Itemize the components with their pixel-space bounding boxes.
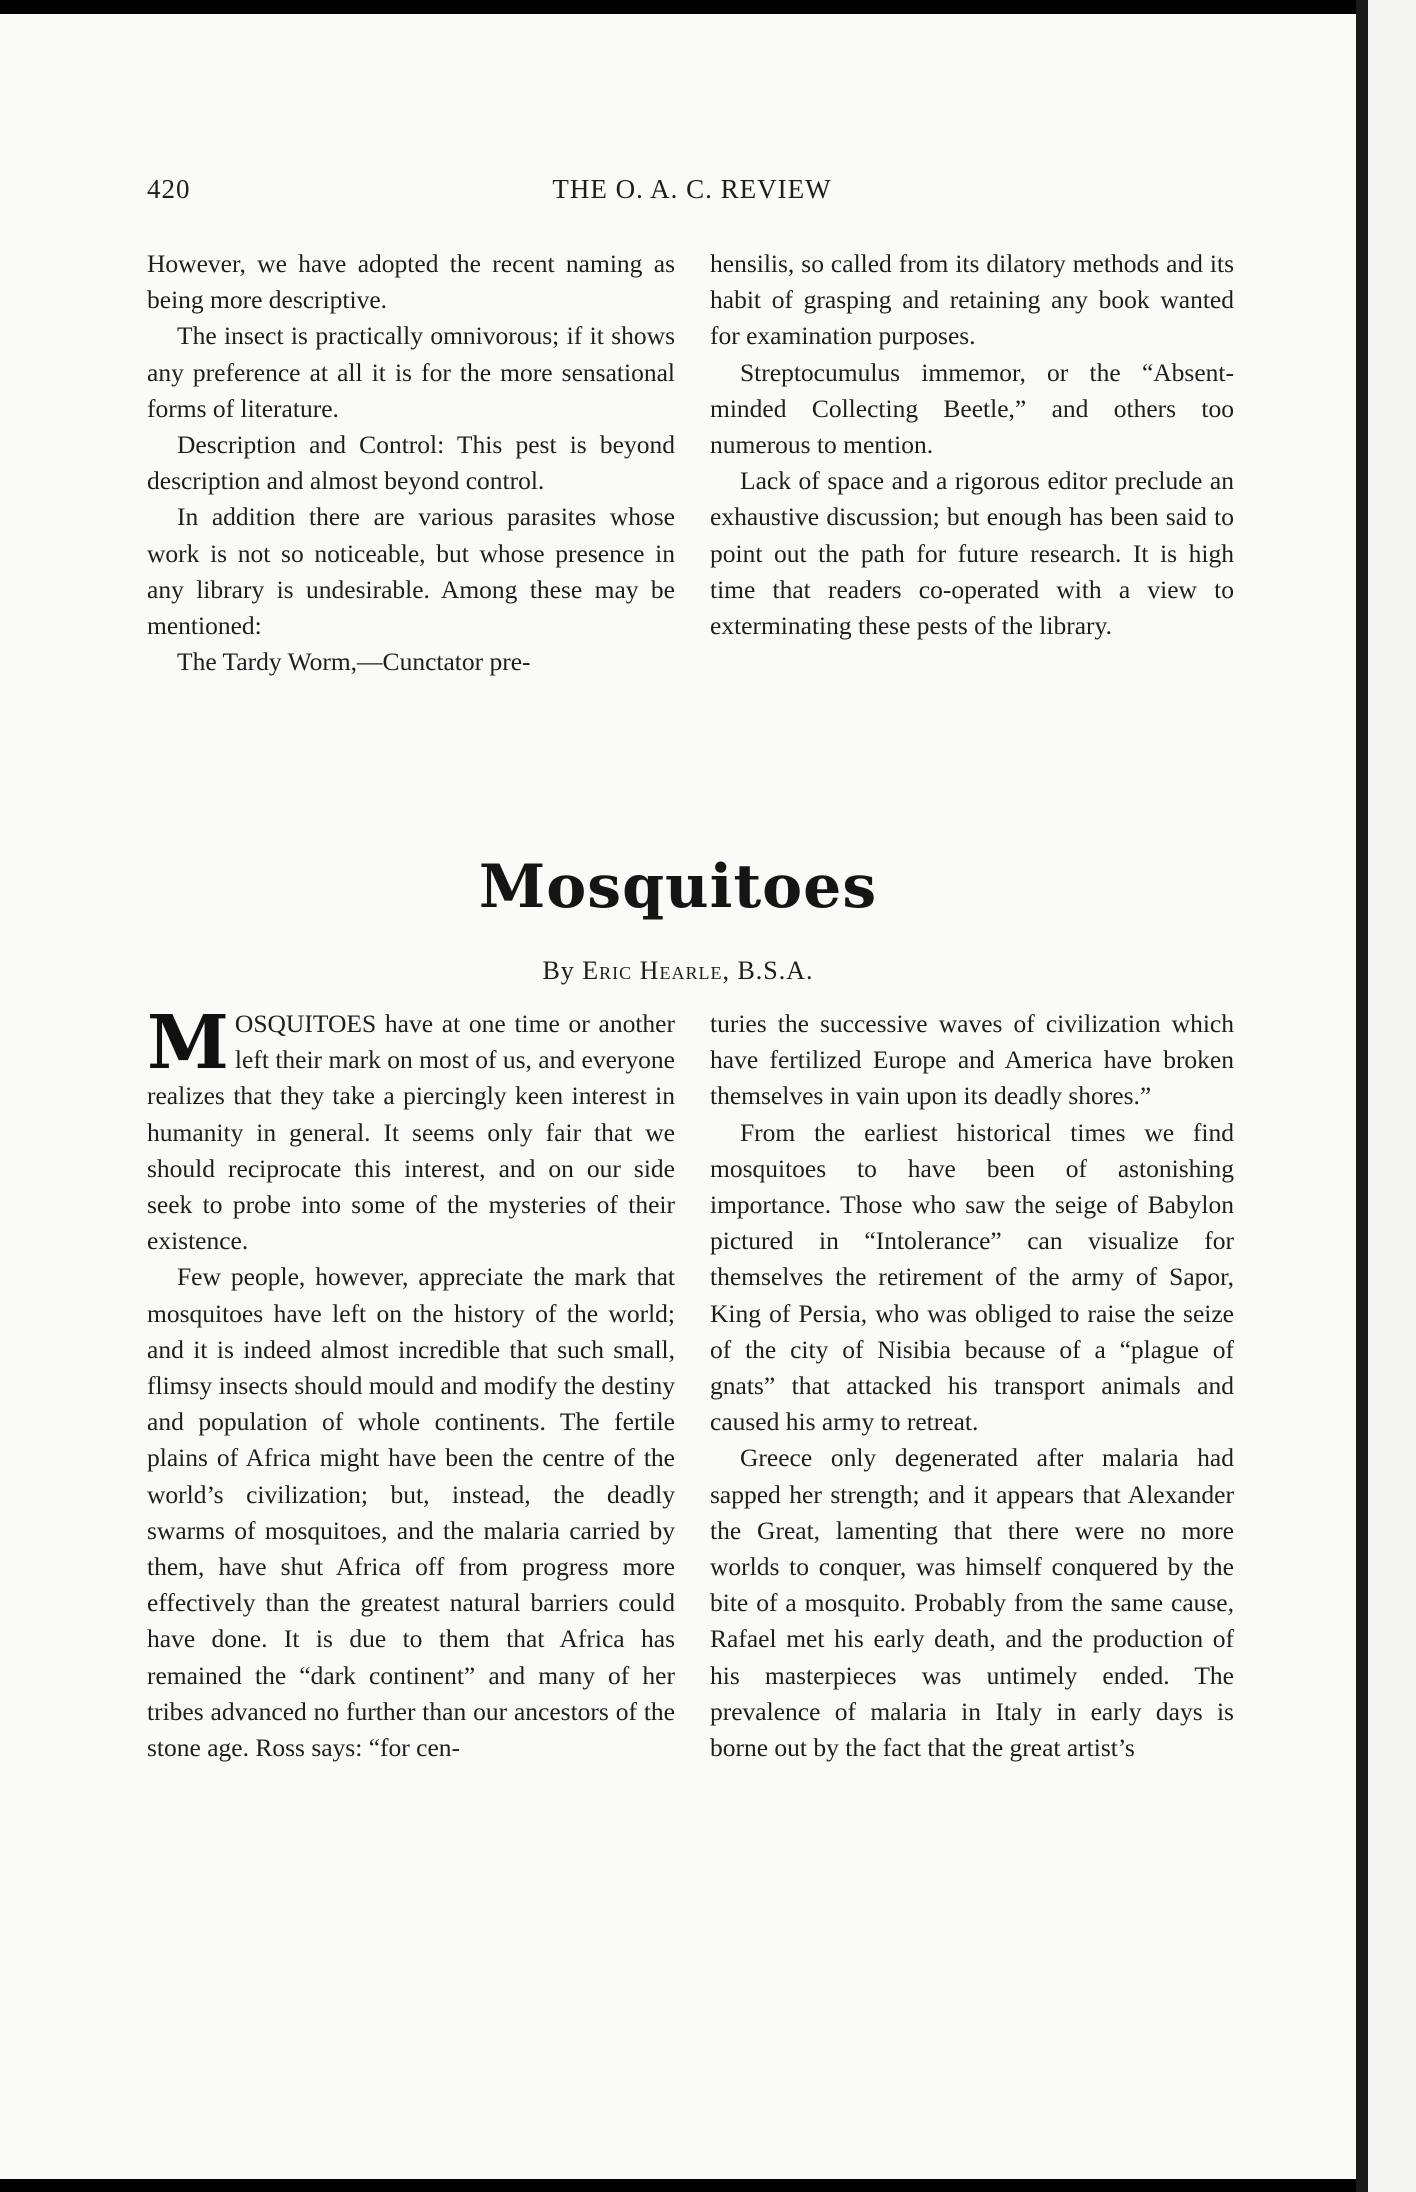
paragraph: turies the successive waves of civilization which have fertilized Europe and America have broken themselves in vain upon its deadly shores.” [710,1009,1234,1111]
paragraph: Description and Control: This pest is beyond description and almost beyond control. [147,430,675,496]
paragraph: The insect is practically omnivorous; if it shows any preference at all it is for the more sensational forms of literature. [147,321,675,423]
paragraph: Greece only degenerated after malaria had sapped her strength; and it appears that Alexander the Great, lamenting that there were no more worlds to conquer, was himself conquered by the bite of a mosquito. Probably from the same cause, Rafael met his early death, and the production of his masterpieces was untimely ended. The prevalence of malaria in Italy in early days is borne out by the fact that the great artist’s [710,1443,1234,1763]
adjacent-page-edge [1356,0,1416,2192]
byline [0,956,1356,986]
paragraph: Streptocumulus immemor, or the “Absent-minded Collecting Beetle,” and others too numerous to mention. [710,357,1234,460]
opening-paragraph [147,1000,675,1259]
author-name: Eric Hearle, B.S.A. [582,956,814,985]
article-title: Mosquitoes [478,852,878,922]
article-left-column [147,1000,675,1766]
paragraph: In addition there are various parasites whose work is not so noticeable, but whose presence in any library is undesirable. Among these may be mentioned: [147,502,675,641]
paragraph: Lack of space and a rigorous editor preclude an exhaustive discussion; but enough has been said to point out the path for future research. It is high time that readers co-operated with a view to exterminating these pests of the library. [710,466,1234,641]
article-right-column [710,1006,1234,1766]
opening-words: OSQUITOES [234,1009,377,1038]
drop-cap: M [147,1000,229,1086]
paragraph: Few people, however, appreciate the mark that mosquitoes have left on the history of the world; and it is indeed almost incredible that such small, flimsy insects should mould and modify the destiny and population of whole continents. The fertile plains of Africa might have been the centre of the world’s civilization; but, instead, the deadly swarms of mosquitoes, and the malaria carried by them, have shut Africa off from progress more effectively than the greatest natural barriers could have done. It is due to them that Africa has remained the “dark continent” and many of her tribes advanced no further than our ancestors of the stone age. Ross says: “for cen- [147,1262,675,1763]
scan-gutter-shadow [1356,0,1368,2192]
journal-title: THE O. A. C. REVIEW [552,174,832,204]
opening-text: have at one time or another left their mark on most of us, and everyone realizes that they take a piercingly keen interest in humanity in general. It seems only fair that we should reciprocate this interest, and on our side seek to probe into some of the mysteries of their existence. [147,1009,675,1256]
page-number: 420 [147,174,191,204]
prev-article-right-column [710,246,1234,644]
paragraph: From the earliest historical times we find mosquitoes to have been of astonishing importance. Those who saw the seige of Babylon pictured in “Intolerance” can visualize for themselves the retirement of the army of Sapor, King of Persia, who was obliged to raise the seize of the city of Nisibia because of a “plague of gnats” that attacked his transport animals and caused his army to retreat. [710,1117,1234,1437]
running-header [147,174,1237,214]
byline-prefix: By [542,956,575,985]
prev-article-left-column [147,246,675,680]
paragraph: The Tardy Worm,—Cunctator pre- [177,647,531,677]
paragraph: However, we have adopted the recent naming as being more descriptive. [147,249,675,315]
paragraph: hensilis, so called from its dilatory methods and its habit of grasping and retaining any book wanted for examination purposes. [710,249,1234,351]
page [0,14,1356,2179]
